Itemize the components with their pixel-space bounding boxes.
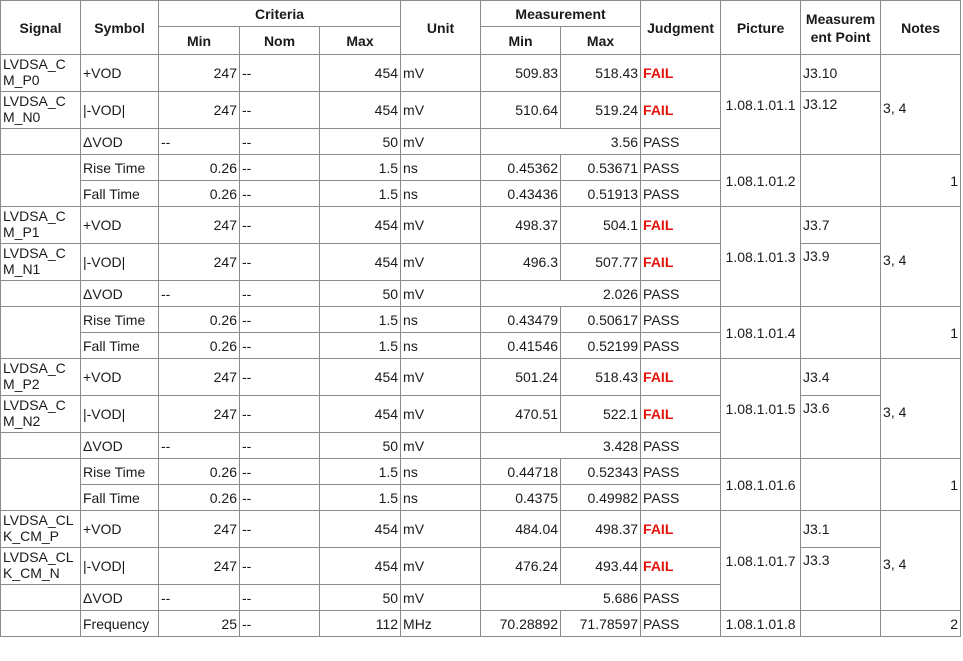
measurement-max-cell: 498.37 (561, 511, 641, 548)
criteria-min-cell: 0.26 (159, 307, 240, 333)
measurement-min-cell: 509.83 (481, 55, 561, 92)
criteria-nom-cell: -- (240, 207, 320, 244)
criteria-nom-cell: -- (240, 359, 320, 396)
judgment-cell: PASS (641, 611, 721, 637)
picture-cell: 1.08.1.01.8 (721, 611, 801, 637)
unit-cell: ns (401, 155, 481, 181)
measurement-min-cell: 0.4375 (481, 485, 561, 511)
criteria-min-cell: 0.26 (159, 485, 240, 511)
judgment-cell: PASS (641, 181, 721, 207)
judgment-cell: FAIL (641, 55, 721, 92)
criteria-max-cell: 1.5 (320, 459, 401, 485)
symbol-cell: ΔVOD (81, 433, 159, 459)
criteria-min-cell: 247 (159, 396, 240, 433)
unit-cell: mV (401, 585, 481, 611)
header-criteria: Criteria (159, 1, 401, 27)
header-unit: Unit (401, 1, 481, 55)
unit-cell: ns (401, 333, 481, 359)
unit-cell: ns (401, 307, 481, 333)
criteria-nom-cell: -- (240, 459, 320, 485)
criteria-nom-cell: -- (240, 155, 320, 181)
criteria-min-cell: -- (159, 281, 240, 307)
symbol-cell: |-VOD| (81, 548, 159, 585)
signal-cell: LVDSA_C M_P0 (1, 55, 81, 92)
measurement-point-cell-empty (801, 611, 881, 637)
header-measurement-min: Min (481, 27, 561, 55)
measurement-point-cell-empty (801, 307, 881, 359)
header-signal: Signal (1, 1, 81, 55)
measurement-max-cell: 0.49982 (561, 485, 641, 511)
measurement-min-cell: 498.37 (481, 207, 561, 244)
measurement-point-cell: J3.1 (801, 511, 881, 548)
measurement-min-cell: 0.45362 (481, 155, 561, 181)
table-row (1, 548, 961, 585)
criteria-nom-cell: -- (240, 611, 320, 637)
criteria-min-cell: 247 (159, 548, 240, 585)
measurement-max-cell: 0.53671 (561, 155, 641, 181)
criteria-nom-cell: -- (240, 281, 320, 307)
symbol-cell: Rise Time (81, 155, 159, 181)
criteria-nom-cell: -- (240, 585, 320, 611)
measurement-point-cell-empty (801, 155, 881, 207)
judgment-cell: FAIL (641, 548, 721, 585)
criteria-nom-cell: -- (240, 307, 320, 333)
header-symbol: Symbol (81, 1, 159, 55)
criteria-min-cell: 0.26 (159, 181, 240, 207)
measurement-max-cell: 0.52199 (561, 333, 641, 359)
criteria-nom-cell: -- (240, 181, 320, 207)
unit-cell: mV (401, 207, 481, 244)
measurement-max-cell: 71.78597 (561, 611, 641, 637)
notes-cell: 3, 4 (881, 511, 961, 611)
criteria-nom-cell: -- (240, 55, 320, 92)
header-notes: Notes (881, 1, 961, 55)
header-criteria-nom: Nom (240, 27, 320, 55)
measurement-value-cell: 5.686 (481, 585, 641, 611)
signal-cell-empty (1, 155, 81, 207)
measurement-point-cell: J3.9 (801, 244, 881, 307)
signal-cell: LVDSA_CL K_CM_P (1, 511, 81, 548)
table-row (1, 307, 961, 333)
table-row (1, 396, 961, 433)
picture-cell: 1.08.1.01.5 (721, 359, 801, 459)
measurement-min-cell: 470.51 (481, 396, 561, 433)
judgment-cell: FAIL (641, 396, 721, 433)
notes-cell: 3, 4 (881, 55, 961, 155)
criteria-max-cell: 1.5 (320, 485, 401, 511)
measurement-min-cell: 476.24 (481, 548, 561, 585)
criteria-min-cell: 0.26 (159, 333, 240, 359)
measurement-min-cell: 0.43436 (481, 181, 561, 207)
signal-cell-empty (1, 459, 81, 511)
unit-cell: mV (401, 55, 481, 92)
measurement-min-cell: 0.44718 (481, 459, 561, 485)
signal-cell (1, 433, 81, 459)
unit-cell: mV (401, 129, 481, 155)
picture-cell: 1.08.1.01.1 (721, 55, 801, 155)
signal-cell (1, 281, 81, 307)
notes-cell: 1 (881, 459, 961, 511)
picture-cell: 1.08.1.01.7 (721, 511, 801, 611)
measurement-min-cell: 484.04 (481, 511, 561, 548)
criteria-nom-cell: -- (240, 333, 320, 359)
measurement-value-cell: 3.428 (481, 433, 641, 459)
signal-cell (1, 129, 81, 155)
measurement-max-cell: 522.1 (561, 396, 641, 433)
table-row (1, 459, 961, 485)
criteria-max-cell: 454 (320, 511, 401, 548)
header-picture: Picture (721, 1, 801, 55)
picture-cell: 1.08.1.01.4 (721, 307, 801, 359)
symbol-cell: ΔVOD (81, 585, 159, 611)
judgment-cell: PASS (641, 129, 721, 155)
signal-cell-empty (1, 307, 81, 359)
picture-cell: 1.08.1.01.6 (721, 459, 801, 511)
criteria-max-cell: 1.5 (320, 181, 401, 207)
measurement-max-cell: 0.52343 (561, 459, 641, 485)
unit-cell: ns (401, 459, 481, 485)
judgment-cell: FAIL (641, 207, 721, 244)
header-measurement: Measurement (481, 1, 641, 27)
judgment-cell: FAIL (641, 92, 721, 129)
judgment-cell: PASS (641, 333, 721, 359)
signal-cell: LVDSA_C M_N0 (1, 92, 81, 129)
unit-cell: mV (401, 396, 481, 433)
symbol-cell: Rise Time (81, 307, 159, 333)
criteria-min-cell: 247 (159, 359, 240, 396)
criteria-min-cell: -- (159, 433, 240, 459)
criteria-min-cell: 0.26 (159, 155, 240, 181)
signal-cell: LVDSA_C M_N2 (1, 396, 81, 433)
criteria-max-cell: 454 (320, 244, 401, 281)
criteria-nom-cell: -- (240, 396, 320, 433)
signal-cell: LVDSA_C M_P2 (1, 359, 81, 396)
judgment-cell: FAIL (641, 511, 721, 548)
criteria-nom-cell: -- (240, 511, 320, 548)
header-judgment: Judgment (641, 1, 721, 55)
measurement-max-cell: 518.43 (561, 359, 641, 396)
table-row (1, 359, 961, 396)
symbol-cell: |-VOD| (81, 92, 159, 129)
criteria-max-cell: 454 (320, 92, 401, 129)
criteria-max-cell: 50 (320, 281, 401, 307)
criteria-max-cell: 454 (320, 359, 401, 396)
criteria-nom-cell: -- (240, 92, 320, 129)
unit-cell: mV (401, 548, 481, 585)
measurement-value-cell: 2.026 (481, 281, 641, 307)
criteria-nom-cell: -- (240, 129, 320, 155)
symbol-cell: Fall Time (81, 181, 159, 207)
header-measurement-max: Max (561, 27, 641, 55)
symbol-cell: ΔVOD (81, 129, 159, 155)
symbol-cell: +VOD (81, 55, 159, 92)
judgment-cell: PASS (641, 585, 721, 611)
criteria-max-cell: 50 (320, 585, 401, 611)
criteria-nom-cell: -- (240, 244, 320, 281)
criteria-nom-cell: -- (240, 485, 320, 511)
header-criteria-min: Min (159, 27, 240, 55)
measurement-value-cell: 3.56 (481, 129, 641, 155)
picture-cell: 1.08.1.01.3 (721, 207, 801, 307)
signal-cell: LVDSA_C M_N1 (1, 244, 81, 281)
signal-cell-empty (1, 611, 81, 637)
notes-cell: 3, 4 (881, 359, 961, 459)
criteria-max-cell: 454 (320, 396, 401, 433)
criteria-min-cell: 0.26 (159, 459, 240, 485)
criteria-max-cell: 50 (320, 433, 401, 459)
judgment-cell: PASS (641, 281, 721, 307)
criteria-max-cell: 454 (320, 548, 401, 585)
unit-cell: ns (401, 485, 481, 511)
criteria-max-cell: 112 (320, 611, 401, 637)
criteria-max-cell: 1.5 (320, 333, 401, 359)
notes-cell: 1 (881, 307, 961, 359)
notes-cell: 1 (881, 155, 961, 207)
table-row (1, 611, 961, 637)
measurement-point-cell: J3.12 (801, 92, 881, 155)
criteria-min-cell: 247 (159, 511, 240, 548)
measurement-point-cell-empty (801, 459, 881, 511)
judgment-cell: FAIL (641, 244, 721, 281)
criteria-nom-cell: -- (240, 548, 320, 585)
criteria-max-cell: 454 (320, 207, 401, 244)
symbol-cell: Frequency (81, 611, 159, 637)
criteria-min-cell: 247 (159, 55, 240, 92)
measurement-max-cell: 0.51913 (561, 181, 641, 207)
measurement-point-cell: J3.4 (801, 359, 881, 396)
notes-cell: 2 (881, 611, 961, 637)
criteria-min-cell: -- (159, 585, 240, 611)
unit-cell: ns (401, 181, 481, 207)
criteria-max-cell: 1.5 (320, 155, 401, 181)
criteria-min-cell: 247 (159, 207, 240, 244)
judgment-cell: PASS (641, 433, 721, 459)
criteria-max-cell: 1.5 (320, 307, 401, 333)
notes-cell: 3, 4 (881, 207, 961, 307)
symbol-cell: Fall Time (81, 333, 159, 359)
symbol-cell: +VOD (81, 207, 159, 244)
criteria-min-cell: 25 (159, 611, 240, 637)
criteria-max-cell: 454 (320, 55, 401, 92)
measurement-min-cell: 70.28892 (481, 611, 561, 637)
measurement-min-cell: 496.3 (481, 244, 561, 281)
table-row (1, 511, 961, 548)
symbol-cell: Rise Time (81, 459, 159, 485)
symbol-cell: ΔVOD (81, 281, 159, 307)
criteria-min-cell: -- (159, 129, 240, 155)
header-measurement-point: Measurem ent Point (801, 1, 881, 55)
criteria-max-cell: 50 (320, 129, 401, 155)
signal-cell: LVDSA_CL K_CM_N (1, 548, 81, 585)
measurement-max-cell: 493.44 (561, 548, 641, 585)
unit-cell: mV (401, 433, 481, 459)
signal-cell: LVDSA_C M_P1 (1, 207, 81, 244)
symbol-cell: +VOD (81, 359, 159, 396)
measurement-max-cell: 0.50617 (561, 307, 641, 333)
measurement-point-cell: J3.6 (801, 396, 881, 459)
table-row (1, 207, 961, 244)
measurement-point-cell: J3.3 (801, 548, 881, 611)
measurement-max-cell: 518.43 (561, 55, 641, 92)
judgment-cell: FAIL (641, 359, 721, 396)
unit-cell: mV (401, 281, 481, 307)
criteria-nom-cell: -- (240, 433, 320, 459)
picture-cell: 1.08.1.01.2 (721, 155, 801, 207)
table-row (1, 155, 961, 181)
table-row (1, 244, 961, 281)
symbol-cell: |-VOD| (81, 244, 159, 281)
unit-cell: mV (401, 244, 481, 281)
measurement-min-cell: 501.24 (481, 359, 561, 396)
measurement-point-cell: J3.7 (801, 207, 881, 244)
judgment-cell: PASS (641, 155, 721, 181)
measurement-max-cell: 504.1 (561, 207, 641, 244)
judgment-cell: PASS (641, 459, 721, 485)
measurement-max-cell: 507.77 (561, 244, 641, 281)
measurement-point-cell: J3.10 (801, 55, 881, 92)
judgment-cell: PASS (641, 485, 721, 511)
measurement-max-cell: 519.24 (561, 92, 641, 129)
measurement-min-cell: 510.64 (481, 92, 561, 129)
unit-cell: mV (401, 92, 481, 129)
table-row (1, 92, 961, 129)
measurement-min-cell: 0.41546 (481, 333, 561, 359)
header-criteria-max: Max (320, 27, 401, 55)
table-row (1, 55, 961, 92)
measurement-min-cell: 0.43479 (481, 307, 561, 333)
judgment-cell: PASS (641, 307, 721, 333)
signal-cell (1, 585, 81, 611)
criteria-min-cell: 247 (159, 244, 240, 281)
unit-cell: mV (401, 359, 481, 396)
symbol-cell: |-VOD| (81, 396, 159, 433)
symbol-cell: Fall Time (81, 485, 159, 511)
unit-cell: MHz (401, 611, 481, 637)
criteria-min-cell: 247 (159, 92, 240, 129)
unit-cell: mV (401, 511, 481, 548)
symbol-cell: +VOD (81, 511, 159, 548)
